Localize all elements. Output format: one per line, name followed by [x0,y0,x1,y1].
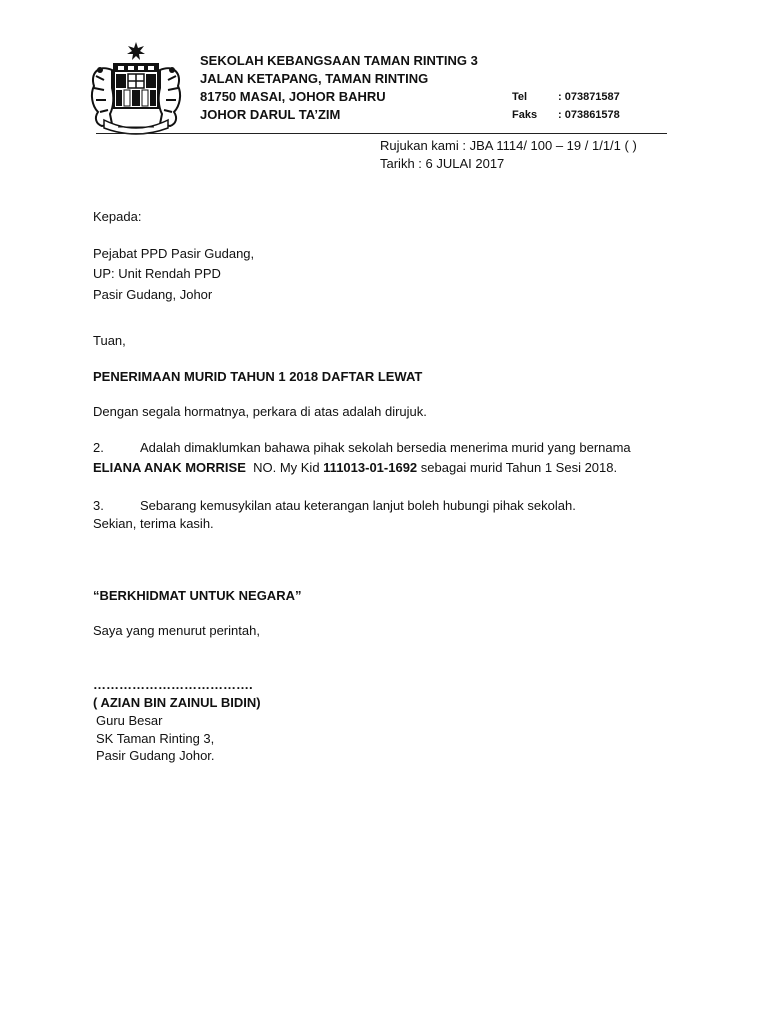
opening-sentence: Dengan segala hormatnya, perkara di atas adalah dirujuk. [93,404,427,419]
paragraph-2-end: sebagai murid Tahun 1 Sesi 2018. [417,460,618,475]
sign-off: Saya yang menurut perintah, [93,623,260,638]
tel-label: Tel [512,91,528,103]
letter-date: Tarikh : 6 JULAI 2017 [380,156,505,171]
paragraph-2-continued [93,460,617,475]
recipient-line-1: Pejabat PPD Pasir Gudang, [93,246,255,261]
paragraph-3-text: Sebarang kemusykilan atau keterangan lanjut boleh hubungi pihak sekolah. [140,498,576,513]
address-line-2: 81750 MASAI, JOHOR BAHRU [200,89,386,104]
signatory-name: ( AZIAN BIN ZAINUL BIDIN) [93,695,261,710]
paragraph-2-number: 2. [93,440,104,455]
fax-label: Faks [512,109,538,121]
fax-value: : 073861578 [558,109,620,121]
paragraph-3 [93,498,576,513]
signature-line: ………………………………. [93,677,253,692]
malaysia-coat-of-arms-icon [84,40,188,138]
recipient-line-3: Pasir Gudang, Johor [93,287,213,302]
mykid-label: NO. My Kid [245,460,324,475]
letter-subject: PENERIMAAN MURID TAHUN 1 2018 DAFTAR LEWAT [93,369,423,384]
signatory-school: SK Taman Rinting 3, [96,731,215,746]
student-name: ELIANA ANAK MORRISE [93,460,246,475]
paragraph-2 [93,440,631,455]
motto: “BERKHIDMAT UNTUK NEGARA” [93,588,302,603]
recipient-label: Kepada: [93,209,142,224]
paragraph-2-text: Adalah dimaklumkan bahawa pihak sekolah bersedia menerima murid yang bernama [140,440,631,455]
recipient-line-2: UP: Unit Rendah PPD [93,266,221,281]
reference-number: Rujukan kami : JBA 1114/ 100 – 19 / 1/1/1 ( ) [380,138,637,153]
signatory-title: Guru Besar [96,713,163,728]
header-divider [96,133,667,134]
closing: Sekian, terima kasih. [93,516,214,531]
mykid-number: 111013-01-1692 [323,460,418,475]
greeting: Tuan, [93,333,126,348]
address-line-3: JOHOR DARUL TA’ZIM [200,107,341,122]
paragraph-3-number: 3. [93,498,104,513]
tel-value: : 073871587 [558,91,620,103]
address-line-1: JALAN KETAPANG, TAMAN RINTING [200,71,429,86]
signatory-location: Pasir Gudang Johor. [96,748,215,763]
school-name: SEKOLAH KEBANGSAAN TAMAN RINTING 3 [200,53,478,68]
